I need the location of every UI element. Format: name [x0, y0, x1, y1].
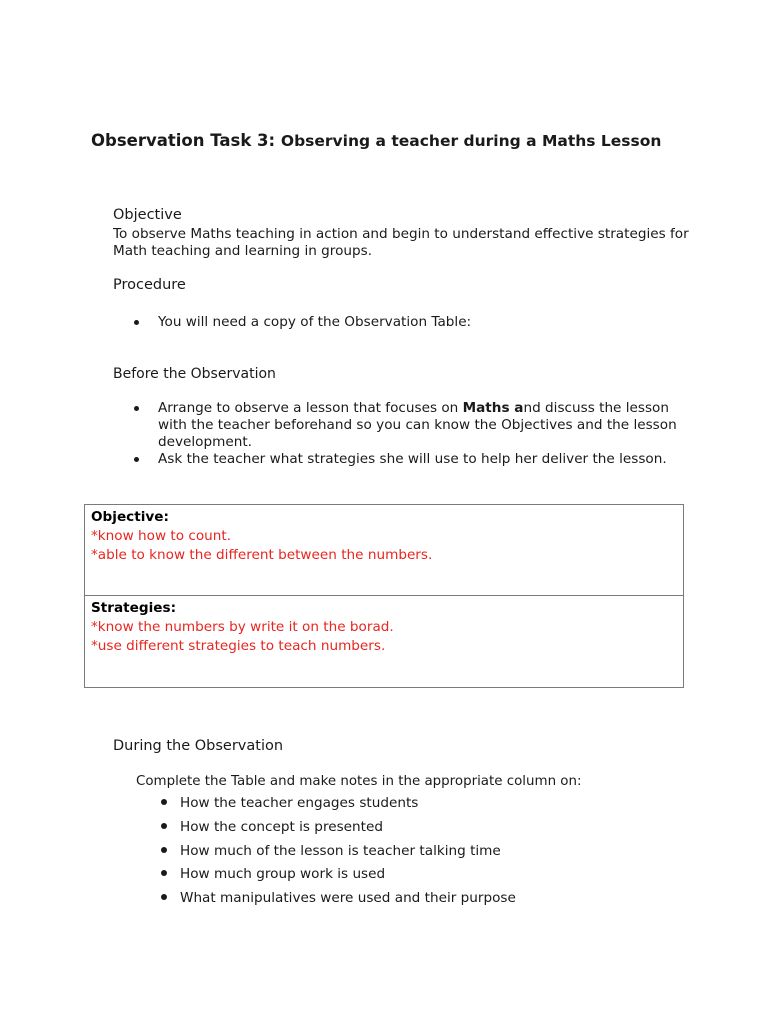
objective-heading: Objective: [113, 207, 182, 223]
strategies-label: Strategies:: [91, 600, 177, 616]
during-item-text: What manipulatives were used and their purpose: [180, 890, 516, 907]
before-heading: Before the Observation: [113, 366, 276, 382]
observation-table: [84, 504, 684, 688]
title-task-label: Observation Task 3:: [91, 131, 276, 150]
during-item-text: How much of the lesson is teacher talking time: [180, 842, 501, 859]
title-task-subject: Observing a teacher during a Maths Lesson: [280, 132, 662, 150]
objective-cell: [85, 505, 683, 596]
during-list: [158, 794, 678, 913]
strategies-cell: [85, 596, 683, 687]
list-item: [158, 818, 678, 842]
before-bullet1-post: nd discuss the lesson with the teacher beforehand so you can know the Objectives and the lesson development.: [158, 400, 677, 450]
list-item: [113, 314, 693, 331]
list-item: [158, 794, 678, 818]
objective-label: Objective:: [91, 509, 169, 525]
procedure-list: [113, 314, 693, 331]
procedure-heading: Procedure: [113, 277, 186, 293]
bullet-icon: [134, 457, 139, 462]
strategies-line: *use different strategies to teach numbers.: [91, 638, 386, 654]
before-bullet2-text: Ask the teacher what strategies she will use to help her deliver the lesson.: [158, 451, 667, 467]
before-bullet1-bold: Maths a: [462, 400, 524, 416]
bullet-icon: [161, 823, 167, 829]
list-item: [158, 842, 678, 866]
page-title: [91, 128, 691, 154]
list-item: [113, 400, 693, 451]
during-item-text: How the teacher engages students: [180, 795, 419, 811]
procedure-bullet-text: You will need a copy of the Observation Table:: [158, 314, 472, 330]
bullet-icon: [161, 847, 167, 853]
strategies-line: *know the numbers by write it on the borad.: [91, 619, 394, 635]
objective-line: *know how to count.: [91, 528, 232, 544]
objective-text: To observe Maths teaching in action and begin to understand effective strategies for Math teaching and learning in groups.: [113, 226, 689, 259]
objective-line: *able to know the different between the numbers.: [91, 547, 433, 563]
list-item: [158, 889, 678, 913]
bullet-icon: [134, 320, 139, 325]
bullet-icon: [161, 799, 167, 805]
during-item-text: How much group work is used: [180, 866, 386, 883]
list-item: [113, 451, 693, 468]
before-bullet1-pre: Arrange to observe a lesson that focuses on: [158, 400, 463, 416]
bullet-icon: [134, 406, 139, 411]
before-list: [113, 400, 693, 468]
during-intro: Complete the Table and make notes in the appropriate column on:: [136, 774, 582, 789]
during-item-text: How the concept is presented: [180, 818, 383, 835]
during-heading: During the Observation: [113, 738, 284, 754]
bullet-icon: [161, 870, 167, 876]
bullet-icon: [161, 894, 167, 900]
list-item: [158, 865, 678, 889]
